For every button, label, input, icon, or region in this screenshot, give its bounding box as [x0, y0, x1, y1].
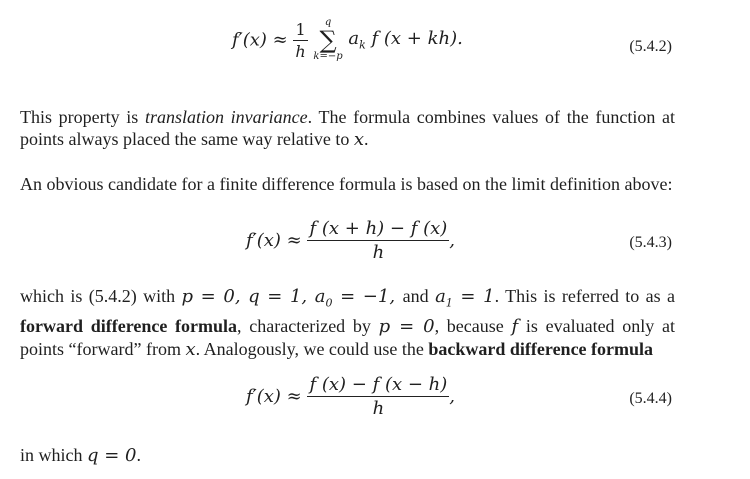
para1-text-after: . The formula combines values of the function at points always placed the same way relative to: [20, 107, 675, 149]
equation-body: [232, 18, 463, 62]
eq-fraction: [293, 20, 307, 61]
eq-fraction-denominator: h: [372, 398, 385, 419]
term-backward-difference-formula: backward difference formula: [428, 338, 654, 359]
equation-body: [246, 218, 455, 263]
para1-text-end: .: [364, 129, 369, 149]
math-fragment: = 1: [452, 286, 495, 307]
eq-fraction-denominator: h: [372, 242, 385, 263]
eq-tail: ,: [449, 230, 456, 251]
para1-italic-term: translation invariance: [144, 107, 308, 127]
eq-fraction: [307, 374, 449, 419]
eq-term-rest: f (x + kh).: [371, 28, 463, 50]
para3-text: . Analogously, we could use the: [195, 338, 429, 359]
para3-text: is evaluated only at points “forward” from: [20, 315, 675, 359]
para4-math: q = 0: [87, 445, 137, 466]
eq-fraction-numerator: 1: [295, 19, 306, 39]
paragraph-translation-invariance: [20, 106, 675, 151]
para3-text: , because: [434, 315, 512, 336]
para3-text: . This is referred to as a: [494, 286, 675, 306]
para3-text: which is (5.4.2) with: [20, 286, 182, 306]
para1-var-x: x: [353, 129, 365, 150]
eq-fraction-numerator: f (x + h) − f (x): [309, 218, 448, 239]
para1-text-before: This property is: [20, 107, 145, 127]
math-subscript: 1: [445, 296, 453, 310]
eq-lhs: f′(x) ≈: [246, 230, 302, 251]
math-fragment: f: [511, 315, 519, 337]
coef-a: a: [348, 28, 360, 50]
equation-number: (5.4.2): [629, 38, 672, 55]
eq-fraction-numerator: f (x) − f (x − h): [309, 374, 448, 395]
para3-math: [181, 286, 403, 310]
equation-5-4-4: [0, 370, 750, 428]
para4-text: in which: [20, 445, 87, 465]
summation-symbol: [313, 18, 342, 62]
equation-5-4-2: [0, 8, 750, 80]
eq-term: [348, 28, 463, 52]
eq-tail: ,: [449, 386, 456, 407]
eq-fraction: [307, 218, 449, 263]
sigma-icon: ∑: [319, 26, 337, 54]
eq-fraction-denominator: h: [295, 41, 306, 61]
paragraph-obvious-candidate: An obvious candidate for a finite difference formula is based on the limit definition above:: [20, 174, 673, 194]
para3-text: , characterized by: [237, 315, 379, 336]
para3-math: [435, 286, 495, 310]
math-fragment: x: [185, 338, 196, 360]
math-fragment: = −1,: [332, 286, 403, 307]
equation-5-4-3: [0, 214, 750, 272]
term-forward-difference-formula: forward difference formula: [20, 315, 238, 336]
equation-body: [246, 374, 455, 419]
para3-text: and: [402, 286, 436, 306]
equation-number: (5.4.3): [629, 234, 672, 251]
sum-lower-limit: k=−p: [313, 51, 343, 62]
math-fragment: p = 0: [378, 315, 435, 337]
math-subscript: 0: [325, 296, 333, 310]
eq-lhs: f′(x) ≈: [246, 386, 302, 407]
math-fragment: a: [435, 286, 446, 307]
sum-upper-limit: q: [324, 17, 332, 28]
eq-lhs: f′(x) ≈: [232, 29, 288, 51]
coef-a-subscript: k: [359, 38, 366, 52]
equation-number: (5.4.4): [629, 390, 672, 407]
paragraph-backward-q: [20, 444, 675, 467]
math-fragment: p = 0, q = 1, a: [181, 286, 326, 307]
para4-text: .: [136, 445, 141, 465]
paragraph-forward-difference: [20, 285, 675, 361]
